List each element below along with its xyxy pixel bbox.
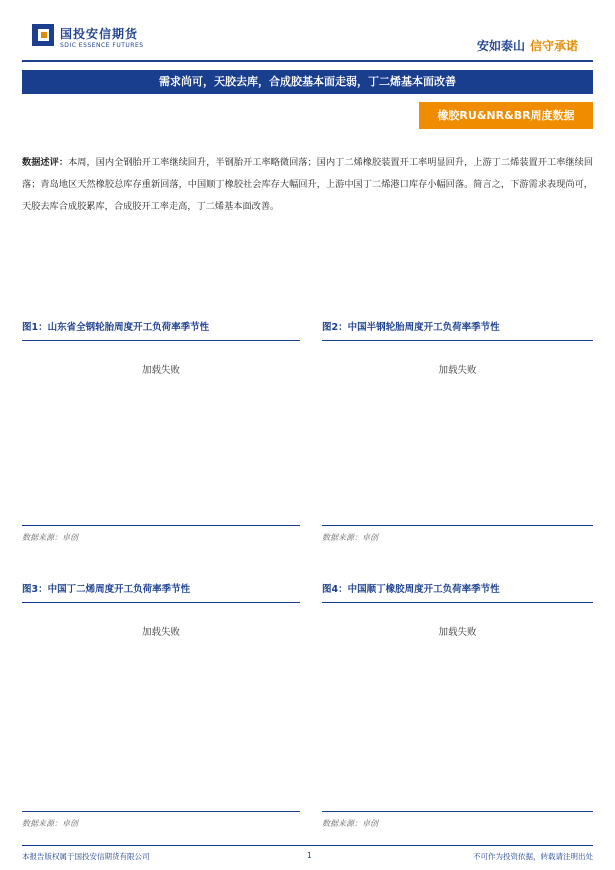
- commentary-text: 本周，国内全钢胎开工率继续回升，半钢胎开工率略微回落；国内丁二烯橡胶装置开工率明显回升，上游丁二烯装置开工率继续回落；青岛地区天然橡胶总库存重新回落，中国顺丁橡胶社会库存大幅回升，上游中国丁二烯港口库存小幅回落。简言之，下游需求表现尚可，天胶去库合成胶累库，合成胶开工率走高，丁二烯基本面改善。: [22, 157, 594, 212]
- slogan-main: 安如泰山: [476, 39, 525, 53]
- figure-header: [22, 318, 300, 341]
- brand-name-en: SDIC ESSENCE FUTURES: [60, 42, 144, 49]
- figure-3: [22, 580, 300, 829]
- page-number: 1: [307, 851, 312, 860]
- figure-placeholder: 加载失败: [141, 365, 180, 376]
- figure-header: [322, 580, 593, 603]
- figure-title: 图1：山东省全钢轮胎周度开工负荷率季节性: [22, 322, 210, 333]
- headline-banner: 需求尚可，天胶去库，合成胶基本面走弱，丁二烯基本面改善: [22, 70, 593, 94]
- slogan: [477, 37, 578, 54]
- commentary-lead: 数据述评：: [22, 157, 69, 168]
- figure-source: 数据来源：卓创: [22, 811, 300, 829]
- footer-copyright: 本报告版权属于国投安信期货有限公司: [22, 852, 150, 861]
- company-logo-icon: [32, 24, 54, 46]
- data-commentary: [22, 152, 593, 218]
- figure-source: 数据来源：卓创: [322, 525, 593, 543]
- footer-disclaimer: 不可作为投资依据，转载请注明出处: [473, 852, 593, 861]
- figure-title: 图2：中国半钢轮胎周度开工负荷率季节性: [322, 322, 500, 333]
- figure-header: [322, 318, 593, 341]
- figure-2: [322, 318, 593, 543]
- figure-4: [322, 580, 593, 829]
- figure-placeholder: 加载失败: [141, 627, 180, 638]
- figure-title: 图4：中国顺丁橡胶周度开工负荷率季节性: [322, 584, 500, 595]
- figure-placeholder: 加载失败: [438, 365, 477, 376]
- header-divider: [22, 60, 593, 62]
- brand-name-cn: 国投安信期货: [60, 27, 139, 41]
- figure-source: 数据来源：卓创: [322, 811, 593, 829]
- figure-header: [22, 580, 300, 603]
- figure-title: 图3：中国丁二烯周度开工负荷率季节性: [22, 584, 191, 595]
- slogan-accent: 信守承诺: [529, 39, 578, 53]
- figure-1: [22, 318, 300, 543]
- figure-source: 数据来源：卓创: [22, 525, 300, 543]
- figure-placeholder: 加载失败: [438, 627, 477, 638]
- report-tag: 橡胶RU&NR&BR周度数据: [419, 102, 593, 129]
- footer-divider: [22, 845, 593, 846]
